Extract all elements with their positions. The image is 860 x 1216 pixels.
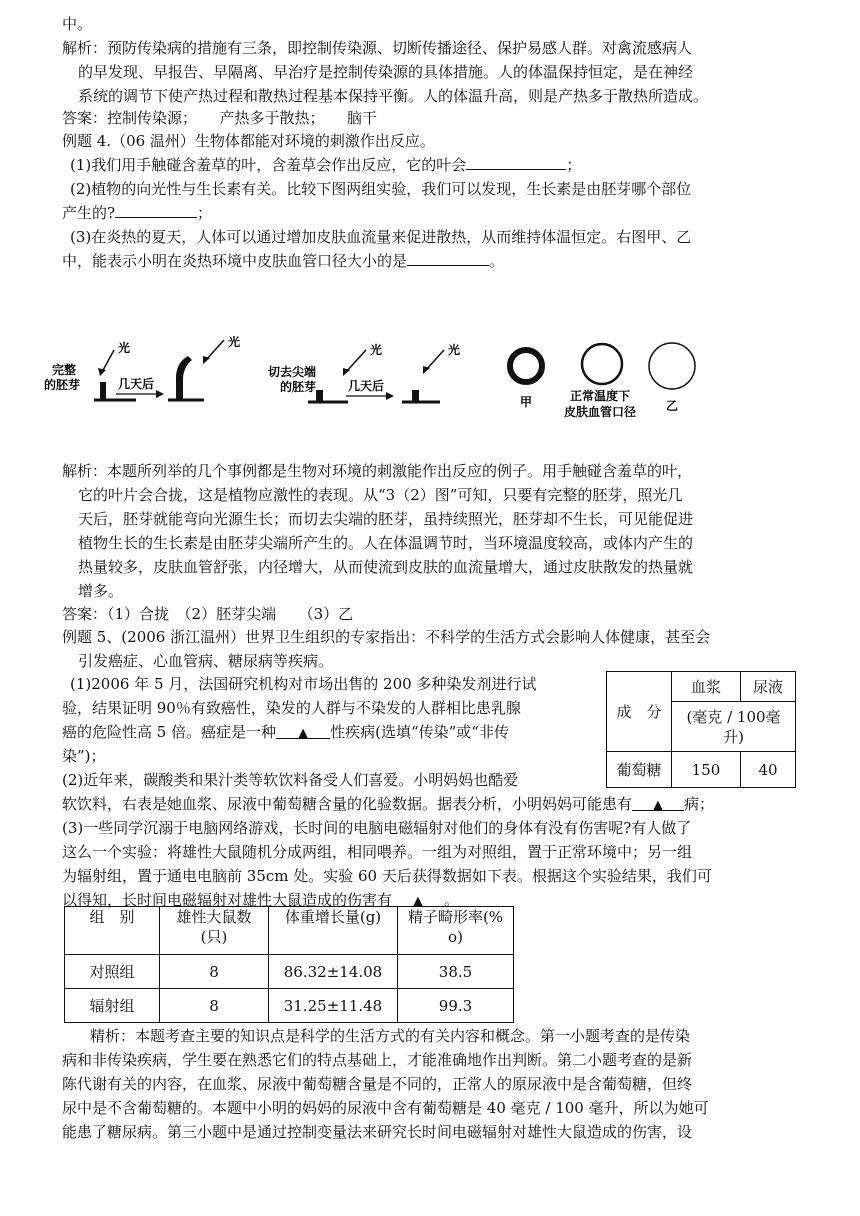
table-header: 血浆 xyxy=(672,672,741,702)
vessel-jia-icon xyxy=(510,350,542,382)
table-cell: 40 xyxy=(741,752,796,788)
text-line: 解析：预防传染病的措施有三条，即控制传染源、切断传播途径、保护易感人群。对禽流感病人 xyxy=(62,39,693,57)
yi-label: 乙 xyxy=(666,399,679,413)
unit-text: 升) xyxy=(723,727,744,746)
text-line: 热量较多，皮肤血管舒张，内径增大，从而使流到皮肤的血流量增大，通过皮肤散发的热量就 xyxy=(78,558,694,576)
table-cell: 99.3 xyxy=(398,989,514,1023)
period: 。 xyxy=(489,252,505,270)
text-line: (2)植物的向光性与生长素有关。比较下图两组实验，我们可以发现，生长素是由胚芽哪个部位 xyxy=(70,180,692,198)
text-line: 引发癌症、心血管病、糖尿病等疾病。 xyxy=(78,652,334,670)
question-line xyxy=(70,155,581,175)
table-cell: 150 xyxy=(672,752,741,788)
question-line xyxy=(62,722,509,742)
header-text: 精子畸形率(% xyxy=(407,908,504,926)
punctuation: ； xyxy=(197,204,213,222)
light-label: 光 xyxy=(370,343,383,357)
table-header: 体重增长量(g) xyxy=(269,907,398,955)
table-cell: 辐射组 xyxy=(65,989,160,1023)
question-text: 以得知，长时间电磁辐射对雄性大鼠造成的伤害有 xyxy=(62,891,393,909)
cut-coleoptile-icon xyxy=(316,390,323,402)
text-line: 能患了糖尿病。第三小题中是通过控制变量法来研究长时间电磁辐射对雄性大鼠造成的伤害，设 xyxy=(62,1123,693,1141)
text-line: 答案：（1）合拢 （2）胚芽尖端 （3）乙 xyxy=(62,605,354,623)
table-header: 雄性大鼠数(只) xyxy=(160,907,269,955)
text-line: 中。 xyxy=(62,15,93,33)
table-cell: 31.25±11.48 xyxy=(269,989,398,1023)
table-cell: 成 分 xyxy=(607,672,672,752)
light-arrow-icon xyxy=(206,340,224,360)
text-line: 解析：本题所列举的几个事例都是生物对环境的刺激能作出反应的例子。用手触碰含羞草的叶， xyxy=(62,462,693,480)
text-line: 验，结果证明 90％有致癌性，染发的人群与不染发的人群相比患乳腺 xyxy=(62,699,521,717)
after-days-label: 几天后 xyxy=(118,377,155,391)
table-cell: 8 xyxy=(160,955,269,989)
text-line: 天后，胚芽就能弯向光源生长；而切去尖端的胚芽，虽持续照光，胚芽却不生长，可见能促进 xyxy=(78,510,694,528)
text-line: 病和非传染疾病，学生要在熟悉它们的特点基础上，才能准确地作出判断。第二小题考查的是新 xyxy=(62,1051,693,1069)
vessel-normal-icon xyxy=(582,344,622,384)
unit-text: (毫克 / 100毫 xyxy=(686,707,781,726)
cut-coleoptile-icon xyxy=(412,390,419,402)
text-line: 的早发现、早报告、早隔离、早治疗是控制传染源的具体措施。人的体温保持恒定，是在神经 xyxy=(78,63,694,81)
intact-label: 完整 xyxy=(52,363,77,377)
table-row xyxy=(65,955,514,989)
punctuation: ； xyxy=(566,156,582,174)
light-arrow-icon xyxy=(346,350,366,372)
text-line: 尿中是不含葡萄糖的。本题中小明的妈妈的尿液中含有葡萄糖是 40 毫克 / 100 毫升，所以为她可 xyxy=(62,1099,709,1117)
text-line: (3)在炎热的夏天，人体可以通过增加皮肤血流量来促进散热，从而维持体温恒定。右图甲、乙 xyxy=(70,228,692,246)
answer-blank xyxy=(115,203,197,218)
text-line: 这么一个实验：将雄性大鼠随机分成两组，相同喂养。一组为对照组，置于正常环境中；另一组 xyxy=(62,843,693,861)
question-text: 软饮料，右表是她血浆、尿液中葡萄糖含量的化验数据。据表分析，小明妈妈可能患有 xyxy=(62,795,633,813)
table-header: 尿液 xyxy=(741,672,796,702)
question-text: 中，能表示小明在炎热环境中皮肤血管口径大小的是 xyxy=(62,252,408,270)
text-line: (1)2006 年 5 月，法国研究机构对市场出售的 200 多种染发剂进行试 xyxy=(70,675,537,693)
table-header xyxy=(398,907,514,955)
glucose-table xyxy=(606,671,796,788)
answer-blank xyxy=(466,155,566,170)
light-label: 光 xyxy=(448,343,461,357)
question-text: 性疾病(选填“传染”或“非传 xyxy=(330,723,509,741)
question-line xyxy=(62,794,714,814)
cut-label: 切去尖端 xyxy=(268,365,317,379)
text-line: 植物生长的生长素是由胚芽尖端所产生的。人在体温调节时，当环境温度较高，或体内产生的 xyxy=(78,534,694,552)
table-cell: 8 xyxy=(160,989,269,1023)
cut-label: 的胚芽 xyxy=(280,380,317,394)
light-label: 光 xyxy=(228,336,241,349)
header-text: o) xyxy=(448,928,463,946)
normal-label: 正常温度下 xyxy=(570,389,631,403)
after-days-label: 几天后 xyxy=(348,379,385,393)
text-line: 例题 4.（06 温州）生物体都能对环境的刺激作出反应。 xyxy=(62,132,435,150)
answer-blank xyxy=(407,251,489,266)
normal-label: 皮肤血管口径 xyxy=(564,405,637,419)
table-cell: 葡萄糖 xyxy=(607,752,672,788)
text-line: 例题 5、(2006 浙江温州）世界卫生组织的专家指出：不科学的生活方式会影响人体健康，甚至会 xyxy=(62,628,711,646)
text-line: 增多。 xyxy=(78,582,124,600)
table-cell xyxy=(672,702,796,752)
triangle-blank: ▲ xyxy=(392,892,444,907)
text-line: 它的叶片会合拢，这是植物应激性的表现。从“3（2）图”可知，只要有完整的胚芽，照光几 xyxy=(78,486,683,504)
question-text: (1)我们用手触碰含羞草的叶，含羞草会作出反应，它的叶会 xyxy=(70,156,467,174)
question-text: 产生的? xyxy=(62,204,116,222)
text-line: 系统的调节下使产热过程和散热过程基本保持平衡。人的体温升高，则是产热多于散热所造成。 xyxy=(78,87,709,105)
question-text: 癌的危险性高 5 倍。癌症是一种 xyxy=(62,723,277,741)
question-text: 病； xyxy=(684,795,715,813)
light-label: 光 xyxy=(118,341,131,355)
bent-coleoptile-icon xyxy=(176,356,192,400)
text-line: 陈代谢有关的内容，在血浆、尿液中葡萄糖含量是不同的，正常人的原尿液中是含葡萄糖，但终 xyxy=(62,1075,693,1093)
rat-table xyxy=(64,906,514,1023)
triangle-blank: ▲ xyxy=(276,724,330,739)
text-line: 答案：控制传染源； 产热多于散热； 脑干 xyxy=(62,109,378,127)
intact-label: 的胚芽 xyxy=(44,378,81,392)
table-cell: 对照组 xyxy=(65,955,160,989)
text-line: (3)一些同学沉溺于电脑网络游戏，长时间的电脑电磁辐射对他们的身体有没有伤害呢?有人做了 xyxy=(62,819,692,837)
light-arrow-icon xyxy=(426,350,444,370)
table-cell: 86.32±14.08 xyxy=(269,955,398,989)
vessel-yi-icon xyxy=(649,343,695,389)
coleoptile-icon xyxy=(100,382,106,400)
text-line: 精析：本题考查主要的知识点是科学的生活方式的有关内容和概念。第一小题考查的是传染 xyxy=(90,1027,691,1045)
text-line: (2)近年来，碳酸类和果汁类等软饮料备受人们喜爱。小明妈妈也酷爱 xyxy=(62,771,519,789)
text-line: 染”)； xyxy=(62,747,106,765)
experiment-figure xyxy=(40,336,720,432)
jia-label: 甲 xyxy=(520,395,533,409)
question-line xyxy=(62,203,212,223)
table-cell: 38.5 xyxy=(398,955,514,989)
question-line xyxy=(62,251,504,271)
question-text: 。 xyxy=(444,891,460,909)
triangle-blank: ▲ xyxy=(632,796,684,811)
table-header: 组 别 xyxy=(65,907,160,955)
text-line: 为辐射组，置于通电电脑前 35cm 处。实验 60 天后获得数据如下表。根据这个实验结果，我们可 xyxy=(62,867,712,885)
light-arrow-icon xyxy=(102,350,114,372)
table-row xyxy=(65,989,514,1023)
